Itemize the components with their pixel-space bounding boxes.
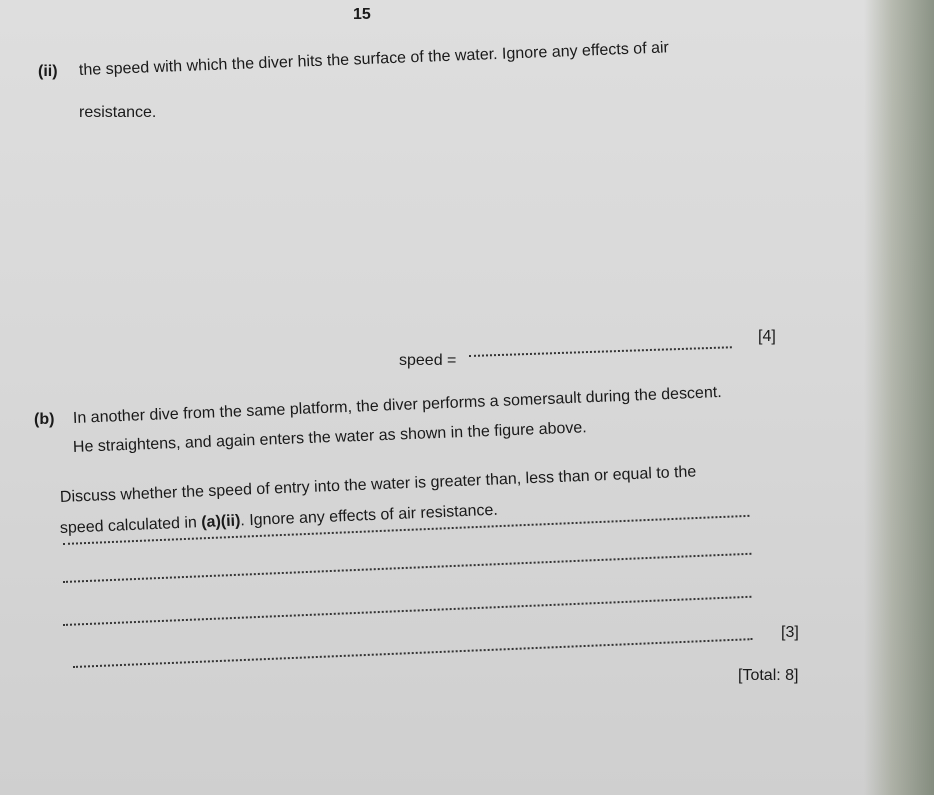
answer-line-2[interactable]: [63, 553, 752, 583]
total-marks: [Total: 8]: [738, 667, 799, 684]
question-label-b: (b): [34, 411, 55, 428]
question-label-a-ii: (ii): [38, 63, 58, 80]
question-b-line3-text: Discuss whether the speed of entry into the water is greater than, less than or equal to the: [59, 463, 697, 506]
speed-answer-label: speed =: [399, 352, 457, 369]
question-b-line4-pre: speed calculated in: [59, 514, 202, 537]
page-number: 15: [353, 6, 371, 23]
speed-answer-line[interactable]: [469, 346, 732, 357]
marks-b: [3]: [781, 624, 799, 641]
question-b-line2: He straightens, and again enters the water as shown in the figure above.: [72, 419, 588, 456]
question-a-ii-line2: resistance.: [79, 104, 157, 121]
question-b-line4-post: . Ignore any effects of air resistance.: [240, 501, 499, 530]
question-b-line1: In another dive from the same platform, the diver performs a somersault during the descent.: [72, 383, 723, 427]
question-b-line4-ref: (a)(ii): [200, 512, 241, 532]
page-edge-shadow: [864, 0, 934, 795]
answer-line-3[interactable]: [63, 596, 752, 626]
marks-a-ii: [4]: [758, 328, 776, 345]
answer-line-4[interactable]: [73, 638, 753, 668]
question-b-line4: [60, 503, 498, 537]
question-b-line3: [60, 464, 697, 506]
question-a-ii-line1: the speed with which the diver hits the surface of the water. Ignore any effects of air: [78, 39, 670, 79]
